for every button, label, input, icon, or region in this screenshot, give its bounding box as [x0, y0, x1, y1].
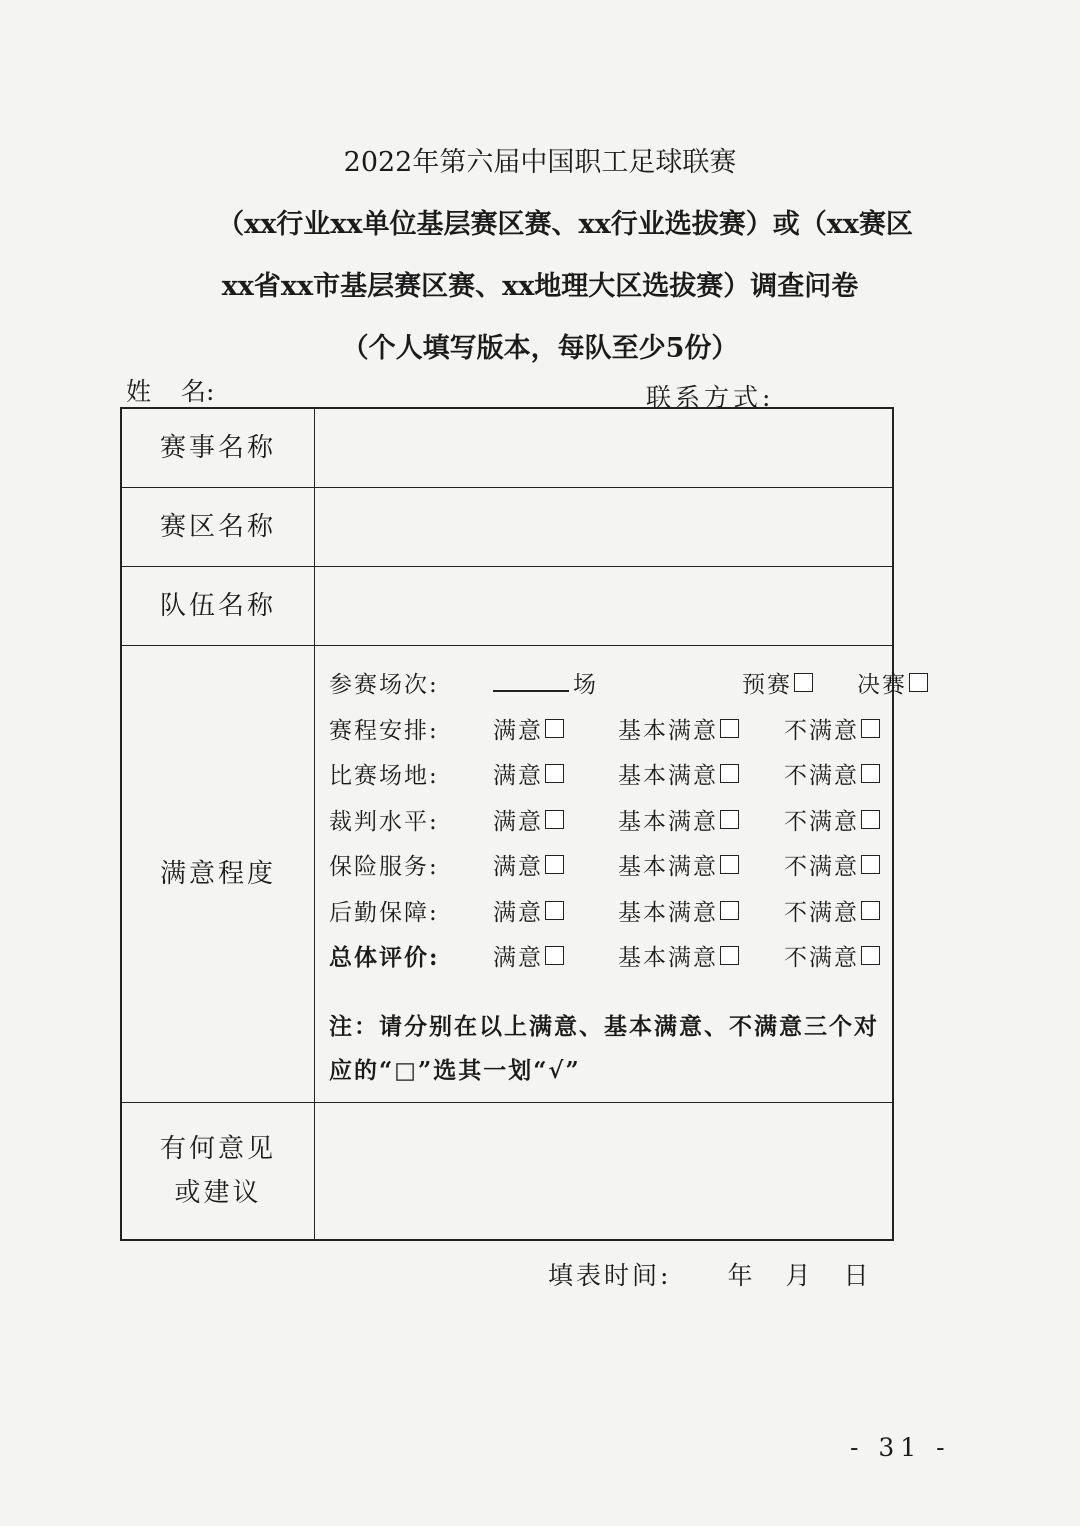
month-label: 月 [785, 1261, 814, 1290]
unsatisfied-checkbox[interactable] [861, 810, 880, 829]
division-name-row [122, 488, 892, 567]
option-basic-label: 基本满意 [618, 717, 718, 744]
rating-item-label: 裁判水平: [329, 808, 439, 835]
survey-form [120, 407, 907, 1241]
fill-date[interactable] [548, 1256, 871, 1292]
suggestion-label-line1: 有何意见 [159, 1134, 276, 1164]
satisfied-checkbox[interactable] [545, 719, 564, 738]
option-basic-label: 基本满意 [618, 945, 718, 972]
final-label: 决赛 [857, 672, 907, 699]
title-line-1: 2022年第六届中国职工足球联赛 [343, 147, 737, 178]
preliminary-checkbox[interactable] [794, 673, 813, 692]
final-checkbox[interactable] [909, 673, 928, 692]
option-unsatisfied-label: 不满意 [784, 945, 859, 972]
unsatisfied-checkbox[interactable] [861, 901, 880, 920]
match-count-row [329, 660, 953, 706]
preliminary-label: 预赛 [742, 672, 792, 699]
title-line-3: xx省xx市基层赛区赛、xx地理大区选拔赛）调查问卷 [221, 271, 859, 302]
title-line-4: （个人填写版本，每队至少5份） [341, 333, 739, 364]
option-unsatisfied-label: 不满意 [784, 763, 859, 790]
option-unsatisfied-label: 不满意 [784, 717, 859, 744]
satisfied-checkbox[interactable] [545, 764, 564, 783]
option-satisfied-label: 满意 [493, 854, 543, 881]
document-title [0, 138, 1080, 386]
suggestion-label-line2: 或建议 [174, 1178, 262, 1208]
team-name-row [122, 567, 892, 646]
day-label: 日 [843, 1261, 872, 1290]
rating-item-label: 比赛场地: [329, 763, 439, 790]
option-basic-label: 基本满意 [618, 808, 718, 835]
match-count-blank[interactable] [493, 674, 569, 692]
team-name-input[interactable] [315, 567, 892, 645]
name-field-label[interactable] [126, 372, 214, 408]
basic-satisfied-checkbox[interactable] [720, 901, 739, 920]
satisfied-checkbox[interactable] [545, 810, 564, 829]
name-label-char2: 名: [181, 377, 215, 406]
option-basic-label: 基本满意 [618, 854, 718, 881]
title-line-2: （xx行业xx单位基层赛区赛、xx行业选拔赛）或（xx赛区 [217, 209, 913, 240]
suggestion-row [122, 1103, 892, 1239]
rating-row [329, 888, 953, 934]
division-name-input[interactable] [315, 488, 892, 566]
fill-time-label: 填表时间: [548, 1261, 672, 1290]
rating-item-label: 总体评价: [329, 944, 440, 972]
option-satisfied-label: 满意 [493, 763, 543, 790]
team-name-label: 队伍名称 [122, 567, 315, 645]
unsatisfied-checkbox[interactable] [861, 946, 880, 965]
match-count-label: 参赛场次: [329, 672, 439, 699]
satisfaction-label: 满意程度 [122, 646, 315, 1102]
unsatisfied-checkbox[interactable] [861, 719, 880, 738]
basic-satisfied-checkbox[interactable] [720, 855, 739, 874]
event-name-input[interactable] [315, 409, 892, 487]
rating-row [329, 706, 953, 752]
option-unsatisfied-label: 不满意 [784, 808, 859, 835]
rating-item-label: 保险服务: [329, 854, 439, 881]
satisfaction-row [122, 646, 907, 1103]
suggestion-input[interactable] [315, 1103, 892, 1239]
division-name-label: 赛区名称 [122, 488, 315, 566]
note-line-1: 注：请分别在以上满意、基本满意、不满意三个对 [329, 1012, 879, 1040]
name-label-char1: 姓 [126, 377, 152, 406]
page-number: - 31 - [850, 1433, 951, 1462]
note-line-2: 应的“□”选其一划“√” [329, 1056, 581, 1084]
rating-row-overall [329, 933, 953, 979]
option-satisfied-label: 满意 [493, 945, 543, 972]
basic-satisfied-checkbox[interactable] [720, 764, 739, 783]
unsatisfied-checkbox[interactable] [861, 764, 880, 783]
contact-field-label[interactable]: 联系方式: [646, 383, 775, 412]
match-count-unit: 场 [573, 672, 598, 699]
option-basic-label: 基本满意 [618, 899, 718, 926]
option-unsatisfied-label: 不满意 [784, 899, 859, 926]
event-name-row [122, 409, 892, 488]
rating-row [329, 842, 953, 888]
option-unsatisfied-label: 不满意 [784, 854, 859, 881]
year-label: 年 [727, 1261, 756, 1290]
satisfied-checkbox[interactable] [545, 855, 564, 874]
basic-satisfied-checkbox[interactable] [720, 810, 739, 829]
option-basic-label: 基本满意 [618, 763, 718, 790]
satisfied-checkbox[interactable] [545, 946, 564, 965]
unsatisfied-checkbox[interactable] [861, 855, 880, 874]
instruction-note [315, 1005, 953, 1093]
satisfied-checkbox[interactable] [545, 901, 564, 920]
option-satisfied-label: 满意 [493, 899, 543, 926]
basic-satisfied-checkbox[interactable] [720, 946, 739, 965]
rating-row [329, 797, 953, 843]
satisfaction-cell [315, 646, 953, 1102]
rating-item-label: 赛程安排: [329, 717, 439, 744]
rating-row [329, 751, 953, 797]
rating-item-label: 后勤保障: [329, 899, 439, 926]
suggestion-label [122, 1103, 315, 1239]
basic-satisfied-checkbox[interactable] [720, 719, 739, 738]
event-name-label: 赛事名称 [122, 409, 315, 487]
option-satisfied-label: 满意 [493, 808, 543, 835]
option-satisfied-label: 满意 [493, 717, 543, 744]
